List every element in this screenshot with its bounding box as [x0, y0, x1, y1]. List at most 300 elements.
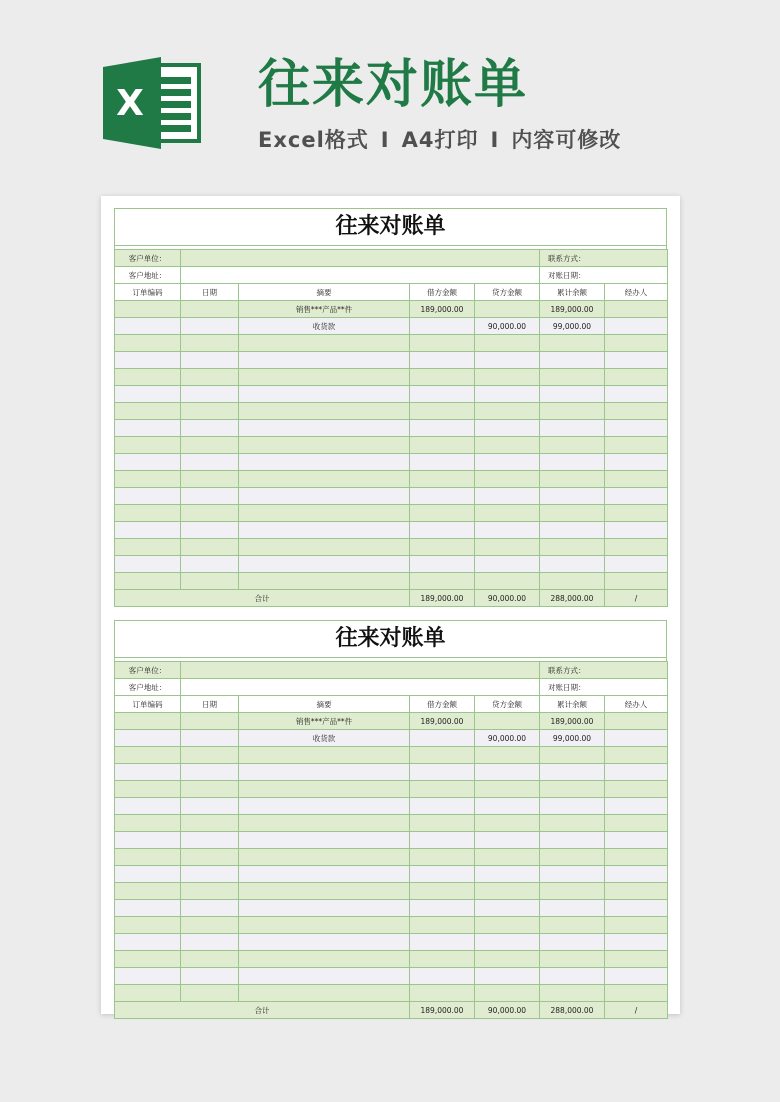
table-cell[interactable] [181, 318, 239, 335]
table-cell[interactable] [475, 866, 540, 883]
table-row [115, 369, 668, 386]
table-cell[interactable] [181, 798, 239, 815]
table-cell[interactable] [410, 522, 475, 539]
table-cell[interactable] [605, 403, 668, 420]
table-cell[interactable] [239, 832, 410, 849]
table-cell[interactable] [239, 369, 410, 386]
table-cell[interactable] [540, 488, 605, 505]
table-cell[interactable] [605, 849, 668, 866]
table-cell[interactable] [115, 883, 181, 900]
table-row [115, 985, 668, 1002]
total-handler: / [605, 1002, 668, 1019]
table-cell[interactable] [605, 968, 668, 985]
table-cell[interactable] [115, 352, 181, 369]
table-cell[interactable] [410, 403, 475, 420]
total-balance: 288,000.00 [540, 1002, 605, 1019]
column-header: 日期 [181, 284, 239, 301]
table-cell[interactable] [410, 900, 475, 917]
table-cell[interactable] [475, 747, 540, 764]
table-cell[interactable] [181, 900, 239, 917]
table-cell[interactable] [410, 883, 475, 900]
table-row [115, 539, 668, 556]
table-cell[interactable] [115, 747, 181, 764]
table-cell[interactable] [475, 900, 540, 917]
table-cell[interactable] [410, 832, 475, 849]
table-cell[interactable] [181, 420, 239, 437]
table-cell[interactable] [540, 352, 605, 369]
table-cell[interactable] [181, 883, 239, 900]
table-cell[interactable] [410, 968, 475, 985]
table-cell[interactable] [540, 849, 605, 866]
table-cell[interactable] [410, 454, 475, 471]
statement-table [114, 661, 668, 1019]
table-cell[interactable] [475, 764, 540, 781]
table-cell[interactable] [540, 403, 605, 420]
table-row [115, 849, 668, 866]
table-cell[interactable] [540, 454, 605, 471]
table-cell[interactable] [115, 917, 181, 934]
table-cell[interactable] [605, 454, 668, 471]
table-cell[interactable] [540, 951, 605, 968]
sheet-title[interactable]: 往来对账单 [114, 620, 667, 657]
table-cell[interactable] [181, 386, 239, 403]
table-cell[interactable] [115, 985, 181, 1002]
table-cell[interactable] [605, 522, 668, 539]
table-cell[interactable] [540, 386, 605, 403]
table-cell[interactable] [475, 968, 540, 985]
table-cell[interactable]: 收货款 [239, 730, 410, 747]
table-cell[interactable] [410, 849, 475, 866]
table-cell[interactable] [540, 471, 605, 488]
table-cell[interactable] [475, 488, 540, 505]
table-cell[interactable] [181, 403, 239, 420]
table-cell[interactable] [605, 386, 668, 403]
table-cell[interactable] [239, 798, 410, 815]
table-cell[interactable] [410, 488, 475, 505]
table-cell[interactable] [540, 934, 605, 951]
table-cell[interactable] [115, 849, 181, 866]
table-cell[interactable] [115, 968, 181, 985]
table-cell[interactable] [181, 934, 239, 951]
table-cell[interactable] [410, 539, 475, 556]
excel-logo-icon [103, 57, 203, 149]
table-cell[interactable] [605, 301, 668, 318]
column-header-row [115, 696, 668, 713]
table-cell[interactable] [410, 934, 475, 951]
table-cell[interactable] [181, 335, 239, 352]
table-cell[interactable] [475, 883, 540, 900]
table-cell[interactable]: 销售***产品**件 [239, 713, 410, 730]
table-cell[interactable] [181, 556, 239, 573]
table-cell[interactable] [239, 386, 410, 403]
table-cell[interactable] [115, 454, 181, 471]
table-cell[interactable] [540, 985, 605, 1002]
table-cell[interactable] [605, 917, 668, 934]
table-cell[interactable] [605, 832, 668, 849]
total-debit: 189,000.00 [410, 590, 475, 607]
table-cell[interactable] [115, 713, 181, 730]
address-value-cell[interactable] [181, 267, 540, 284]
address-value-cell[interactable] [181, 679, 540, 696]
table-cell[interactable] [475, 781, 540, 798]
table-cell[interactable] [540, 781, 605, 798]
table-cell[interactable] [239, 815, 410, 832]
table-cell[interactable] [410, 556, 475, 573]
table-cell[interactable] [410, 318, 475, 335]
table-cell[interactable] [475, 420, 540, 437]
table-cell[interactable] [239, 900, 410, 917]
table-cell[interactable] [605, 815, 668, 832]
table-cell[interactable] [410, 420, 475, 437]
table-cell[interactable] [605, 556, 668, 573]
table-cell[interactable] [239, 454, 410, 471]
table-cell[interactable] [239, 764, 410, 781]
table-cell[interactable] [239, 934, 410, 951]
table-cell[interactable] [239, 539, 410, 556]
table-cell[interactable] [115, 403, 181, 420]
table-cell[interactable] [605, 335, 668, 352]
table-cell[interactable] [181, 352, 239, 369]
table-cell[interactable] [410, 573, 475, 590]
table-cell[interactable] [475, 505, 540, 522]
table-cell[interactable] [540, 556, 605, 573]
table-cell[interactable] [115, 505, 181, 522]
table-cell[interactable] [410, 815, 475, 832]
table-cell[interactable] [410, 505, 475, 522]
table-cell[interactable] [540, 369, 605, 386]
table-cell[interactable] [115, 471, 181, 488]
statement-sheet [114, 620, 667, 1019]
table-cell[interactable] [540, 900, 605, 917]
table-cell[interactable] [540, 437, 605, 454]
table-cell[interactable] [410, 798, 475, 815]
table-cell[interactable] [115, 866, 181, 883]
table-cell[interactable] [540, 815, 605, 832]
page-title: 往来对账单 [258, 55, 529, 115]
column-header: 日期 [181, 696, 239, 713]
table-cell[interactable] [115, 335, 181, 352]
table-cell[interactable]: 99,000.00 [540, 318, 605, 335]
table-cell[interactable] [115, 934, 181, 951]
table-cell[interactable] [540, 539, 605, 556]
table-cell[interactable] [239, 437, 410, 454]
table-cell[interactable] [540, 883, 605, 900]
table-cell[interactable] [115, 815, 181, 832]
column-header: 经办人 [605, 696, 668, 713]
table-cell[interactable] [181, 713, 239, 730]
table-row [115, 764, 668, 781]
table-cell[interactable] [605, 764, 668, 781]
table-cell[interactable] [181, 866, 239, 883]
table-cell[interactable] [475, 386, 540, 403]
table-cell[interactable] [475, 713, 540, 730]
table-cell[interactable] [410, 352, 475, 369]
table-cell[interactable] [181, 781, 239, 798]
table-row [115, 934, 668, 951]
contact-label: 联系方式： [540, 662, 668, 679]
total-handler: / [605, 590, 668, 607]
table-cell[interactable] [239, 505, 410, 522]
customer-value-cell[interactable] [181, 250, 540, 267]
table-row [115, 832, 668, 849]
table-cell[interactable] [540, 832, 605, 849]
table-cell[interactable] [115, 437, 181, 454]
table-cell[interactable] [605, 369, 668, 386]
customer-label: 客户单位： [115, 662, 181, 679]
table-cell[interactable] [540, 866, 605, 883]
table-cell[interactable] [239, 866, 410, 883]
table-row [115, 866, 668, 883]
table-cell[interactable] [115, 900, 181, 917]
table-cell[interactable] [115, 522, 181, 539]
table-cell[interactable]: 90,000.00 [475, 730, 540, 747]
table-cell[interactable] [475, 934, 540, 951]
table-cell[interactable] [115, 420, 181, 437]
table-cell[interactable]: 99,000.00 [540, 730, 605, 747]
table-cell[interactable]: 189,000.00 [410, 301, 475, 318]
table-cell[interactable] [410, 437, 475, 454]
table-cell[interactable] [605, 798, 668, 815]
column-header: 订单编码 [115, 284, 181, 301]
statement-sheet [114, 208, 667, 607]
table-cell[interactable] [410, 781, 475, 798]
table-cell[interactable] [239, 849, 410, 866]
table-cell[interactable] [475, 832, 540, 849]
table-cell[interactable] [475, 471, 540, 488]
table-cell[interactable] [181, 454, 239, 471]
table-cell[interactable] [540, 747, 605, 764]
table-cell[interactable] [181, 488, 239, 505]
table-cell[interactable] [239, 781, 410, 798]
table-cell[interactable] [410, 386, 475, 403]
table-cell[interactable] [605, 883, 668, 900]
table-cell[interactable] [239, 403, 410, 420]
table-cell[interactable] [115, 573, 181, 590]
table-cell[interactable] [239, 917, 410, 934]
subtitle-separator: I [490, 128, 500, 152]
table-cell[interactable] [239, 883, 410, 900]
column-header: 摘要 [239, 696, 410, 713]
customer-value-cell[interactable] [181, 662, 540, 679]
column-header: 订单编码 [115, 696, 181, 713]
table-cell[interactable] [475, 454, 540, 471]
statement-body [115, 662, 668, 1019]
table-cell[interactable] [410, 917, 475, 934]
table-cell[interactable] [239, 747, 410, 764]
table-cell[interactable] [605, 471, 668, 488]
table-cell[interactable] [239, 968, 410, 985]
table-cell[interactable] [181, 815, 239, 832]
table-cell[interactable] [540, 505, 605, 522]
table-cell[interactable] [115, 764, 181, 781]
table-cell[interactable] [605, 488, 668, 505]
table-cell[interactable] [410, 471, 475, 488]
table-cell[interactable] [475, 985, 540, 1002]
table-cell[interactable] [475, 798, 540, 815]
total-row [115, 1002, 668, 1019]
table-cell[interactable] [605, 866, 668, 883]
table-cell[interactable] [605, 573, 668, 590]
table-row [115, 488, 668, 505]
table-cell[interactable] [181, 917, 239, 934]
table-cell[interactable] [239, 522, 410, 539]
table-cell[interactable] [475, 917, 540, 934]
table-cell[interactable] [239, 352, 410, 369]
table-cell[interactable] [475, 556, 540, 573]
table-cell[interactable] [181, 849, 239, 866]
table-cell[interactable] [475, 522, 540, 539]
table-cell[interactable] [475, 301, 540, 318]
table-cell[interactable] [475, 403, 540, 420]
table-cell[interactable] [605, 437, 668, 454]
subtitle-separator: I [380, 128, 390, 152]
table-cell[interactable] [475, 437, 540, 454]
table-cell[interactable] [115, 301, 181, 318]
table-row [115, 573, 668, 590]
table-cell[interactable] [239, 951, 410, 968]
table-cell[interactable] [605, 318, 668, 335]
table-cell[interactable]: 189,000.00 [410, 713, 475, 730]
table-cell[interactable] [410, 951, 475, 968]
table-cell[interactable] [181, 505, 239, 522]
table-cell[interactable] [181, 369, 239, 386]
column-header-row [115, 284, 668, 301]
table-cell[interactable] [475, 951, 540, 968]
table-cell[interactable] [540, 798, 605, 815]
column-header: 经办人 [605, 284, 668, 301]
table-row [115, 951, 668, 968]
table-cell[interactable] [475, 573, 540, 590]
table-cell[interactable] [115, 539, 181, 556]
table-cell[interactable] [605, 505, 668, 522]
table-cell[interactable] [181, 764, 239, 781]
table-cell[interactable] [181, 437, 239, 454]
table-cell[interactable]: 销售***产品**件 [239, 301, 410, 318]
table-cell[interactable] [115, 730, 181, 747]
table-cell[interactable] [239, 488, 410, 505]
table-cell[interactable] [181, 951, 239, 968]
table-cell[interactable] [181, 301, 239, 318]
table-cell[interactable] [605, 985, 668, 1002]
table-cell[interactable] [115, 951, 181, 968]
table-row [115, 798, 668, 815]
total-credit: 90,000.00 [475, 1002, 540, 1019]
table-row [115, 781, 668, 798]
column-header: 借方金额 [410, 284, 475, 301]
address-info-row [115, 679, 668, 696]
table-cell[interactable] [181, 747, 239, 764]
table-cell[interactable] [115, 318, 181, 335]
table-cell[interactable] [605, 747, 668, 764]
table-cell[interactable]: 收货款 [239, 318, 410, 335]
table-cell[interactable] [605, 934, 668, 951]
table-cell[interactable] [475, 849, 540, 866]
address-label: 客户地址： [115, 267, 181, 284]
total-debit: 189,000.00 [410, 1002, 475, 1019]
table-cell[interactable] [540, 420, 605, 437]
table-cell[interactable] [605, 539, 668, 556]
table-cell[interactable] [605, 730, 668, 747]
table-cell[interactable] [115, 798, 181, 815]
table-cell[interactable] [540, 764, 605, 781]
table-cell[interactable] [181, 471, 239, 488]
subtitle-format: Excel格式 [258, 128, 369, 152]
contact-label: 联系方式： [540, 250, 668, 267]
table-cell[interactable] [475, 539, 540, 556]
table-row [115, 403, 668, 420]
table-cell[interactable] [239, 573, 410, 590]
table-cell[interactable] [540, 573, 605, 590]
table-cell[interactable] [605, 900, 668, 917]
table-row [115, 318, 668, 335]
total-balance: 288,000.00 [540, 590, 605, 607]
table-cell[interactable] [115, 781, 181, 798]
table-cell[interactable] [605, 420, 668, 437]
total-label: 合计 [115, 1002, 410, 1019]
table-cell[interactable] [410, 866, 475, 883]
table-cell[interactable]: 189,000.00 [540, 301, 605, 318]
date-label: 对账日期： [540, 679, 668, 696]
table-cell[interactable] [239, 985, 410, 1002]
table-cell[interactable] [540, 968, 605, 985]
table-cell[interactable] [181, 985, 239, 1002]
table-cell[interactable] [410, 764, 475, 781]
table-row [115, 747, 668, 764]
table-cell[interactable] [540, 917, 605, 934]
table-cell[interactable] [239, 420, 410, 437]
table-cell[interactable] [605, 352, 668, 369]
table-cell[interactable] [475, 815, 540, 832]
table-cell[interactable] [115, 556, 181, 573]
date-label: 对账日期： [540, 267, 668, 284]
table-cell[interactable] [181, 573, 239, 590]
table-cell[interactable] [239, 556, 410, 573]
table-cell[interactable] [181, 522, 239, 539]
table-cell[interactable] [540, 522, 605, 539]
table-cell[interactable] [181, 539, 239, 556]
table-cell[interactable] [115, 832, 181, 849]
table-row [115, 437, 668, 454]
customer-label: 客户单位： [115, 250, 181, 267]
table-row [115, 522, 668, 539]
table-cell[interactable] [181, 730, 239, 747]
table-cell[interactable] [181, 832, 239, 849]
table-cell[interactable] [115, 488, 181, 505]
table-cell[interactable] [115, 386, 181, 403]
table-cell[interactable] [239, 471, 410, 488]
sheet-title[interactable]: 往来对账单 [114, 208, 667, 245]
table-cell[interactable] [239, 335, 410, 352]
table-cell[interactable] [605, 713, 668, 730]
table-cell[interactable] [540, 335, 605, 352]
table-cell[interactable] [410, 747, 475, 764]
table-cell[interactable] [475, 335, 540, 352]
table-cell[interactable]: 189,000.00 [540, 713, 605, 730]
table-row [115, 917, 668, 934]
table-cell[interactable] [475, 352, 540, 369]
table-cell[interactable] [475, 369, 540, 386]
table-cell[interactable] [410, 369, 475, 386]
table-cell[interactable] [181, 968, 239, 985]
table-cell[interactable] [410, 335, 475, 352]
table-cell[interactable] [115, 369, 181, 386]
table-cell[interactable] [605, 951, 668, 968]
table-cell[interactable] [605, 781, 668, 798]
table-cell[interactable] [410, 730, 475, 747]
table-cell[interactable]: 90,000.00 [475, 318, 540, 335]
table-cell[interactable] [410, 985, 475, 1002]
column-header: 贷方金额 [475, 696, 540, 713]
